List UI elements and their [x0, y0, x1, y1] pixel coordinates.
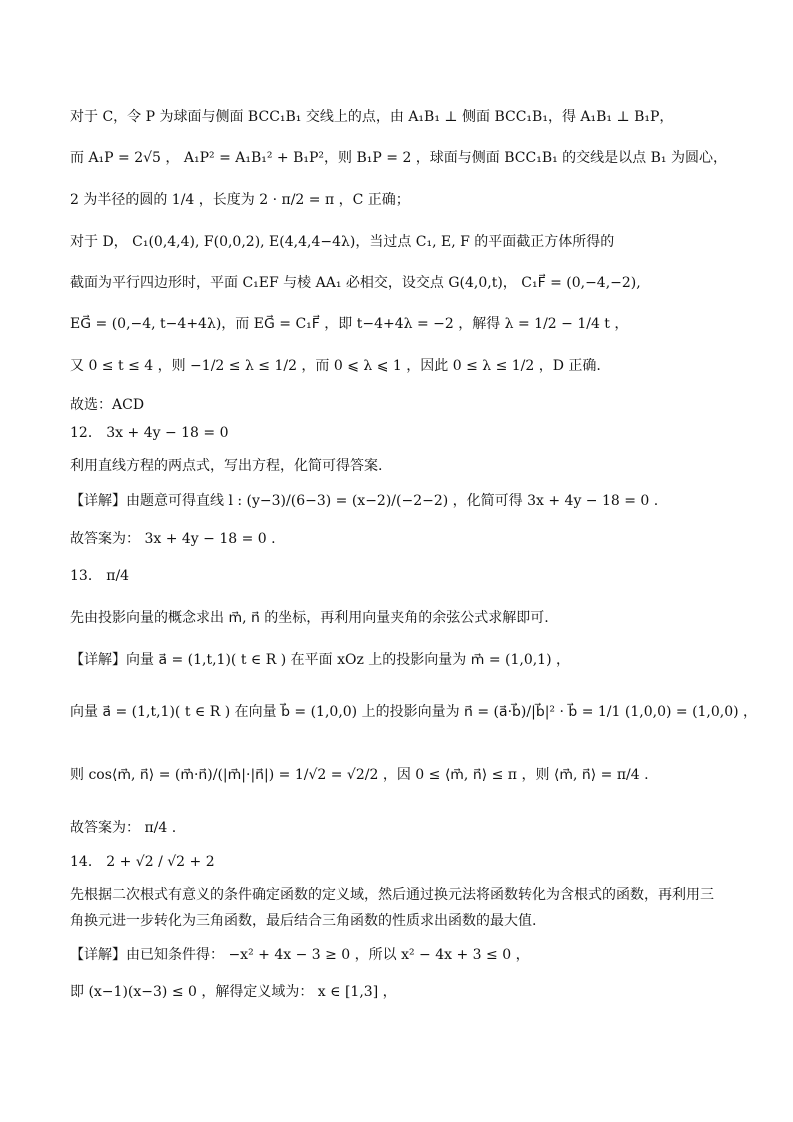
text-line-c-intro: 对于 C，令 P 为球面与侧面 BCC₁B₁ 交线上的点，由 A₁B₁ ⊥ 侧面 BCC₁B₁，得 A₁B₁ ⊥ B₁P，	[70, 109, 674, 125]
question-14-detail-2: 即 (x−1)(x−3) ≤ 0 ，解得定义域为： x ∈ [1,3] ，	[70, 984, 397, 1000]
question-13-hint: 先由投影向量的概念求出 m⃗, n⃗ 的坐标，再利用向量夹角的余弦公式求解即可.	[70, 610, 549, 626]
answer-11: 故选：ACD	[70, 397, 145, 413]
question-13-answer: 13． π/4	[70, 568, 130, 584]
question-12-detail: 【详解】由题意可得直线 l : (y−3)/(6−3) = (x−2)/(−2−2) ，化简可得 3x + 4y − 18 = 0 .	[70, 493, 659, 509]
question-13-final: 故答案为： π/4 .	[70, 820, 177, 836]
question-13-detail-3: 则 cos⟨m⃗, n⃗⟩ = (m⃗·n⃗)/(|m⃗|·|n⃗|) = 1/√2 = √2/2 ，因 0 ≤ ⟨m⃗, n⃗⟩ ≤ π ，则 ⟨m⃗, n⃗⟩ = π/4 .	[70, 767, 649, 783]
text-line-d-conclusion: 又 0 ≤ t ≤ 4 ，则 −1/2 ≤ λ ≤ 1/2 ，而 0 ⩽ λ ⩽ 1 ，因此 0 ≤ λ ≤ 1/2 ，D 正确.	[70, 358, 601, 374]
text-line-d-solve: EG⃗ = (0,−4, t−4+4λ)，而 EG⃗ = C₁F⃗ ，即 t−4+4λ = −2 ，解得 λ = 1/2 − 1/4 t ，	[70, 316, 629, 332]
text-line-d-intro: 对于 D， C₁(0,4,4), F(0,0,2), E(4,4,4−4λ)，当过点 C₁, E, F 的平面截正方体所得的	[70, 234, 615, 250]
question-12-answer: 12． 3x + 4y − 18 = 0	[70, 425, 229, 441]
text-line-d-section: 截面为平行四边形时，平面 C₁EF 与棱 AA₁ 必相交，设交点 G(4,0,t)， C₁F⃗ = (0,−4,−2),	[70, 275, 641, 291]
question-13-detail-2: 向量 a⃗ = (1,t,1)( t ∈ R ) 在向量 b⃗ = (1,0,0) 上的投影向量为 n⃗ = (a⃗·b⃗)/|b⃗|² · b⃗ = 1/1 (1,0,0) = (1,0,0) ，	[70, 704, 758, 720]
question-14-hint-2: 角换元进一步转化为三角函数，最后结合三角函数的性质求出函数的最大值.	[70, 913, 537, 929]
question-14-answer: 14． 2 + √2 / √2 + 2	[70, 854, 215, 870]
text-line-c-length: 而 A₁P = 2√5 ， A₁P² = A₁B₁² + B₁P²，则 B₁P = 2 ，球面与侧面 BCC₁B₁ 的交线是以点 B₁ 为圆心，	[70, 150, 727, 166]
question-14-hint-1: 先根据二次根式有意义的条件确定函数的定义域，然后通过换元法将函数转化为含根式的函数，再利用三	[70, 887, 714, 903]
question-12-hint: 利用直线方程的两点式，写出方程，化简可得答案.	[70, 458, 383, 474]
question-14-detail-1: 【详解】由已知条件得： −x² + 4x − 3 ≥ 0 ，所以 x² − 4x + 3 ≤ 0 ，	[70, 947, 530, 963]
question-12-final: 故答案为： 3x + 4y − 18 = 0 .	[70, 531, 276, 547]
question-13-detail-1: 【详解】向量 a⃗ = (1,t,1)( t ∈ R ) 在平面 xOz 上的投影向量为 m⃗ = (1,0,1) ，	[70, 652, 570, 668]
text-line-c-conclusion: 2 为半径的圆的 1/4 ，长度为 2 · π/2 = π ，C 正确；	[70, 192, 410, 208]
